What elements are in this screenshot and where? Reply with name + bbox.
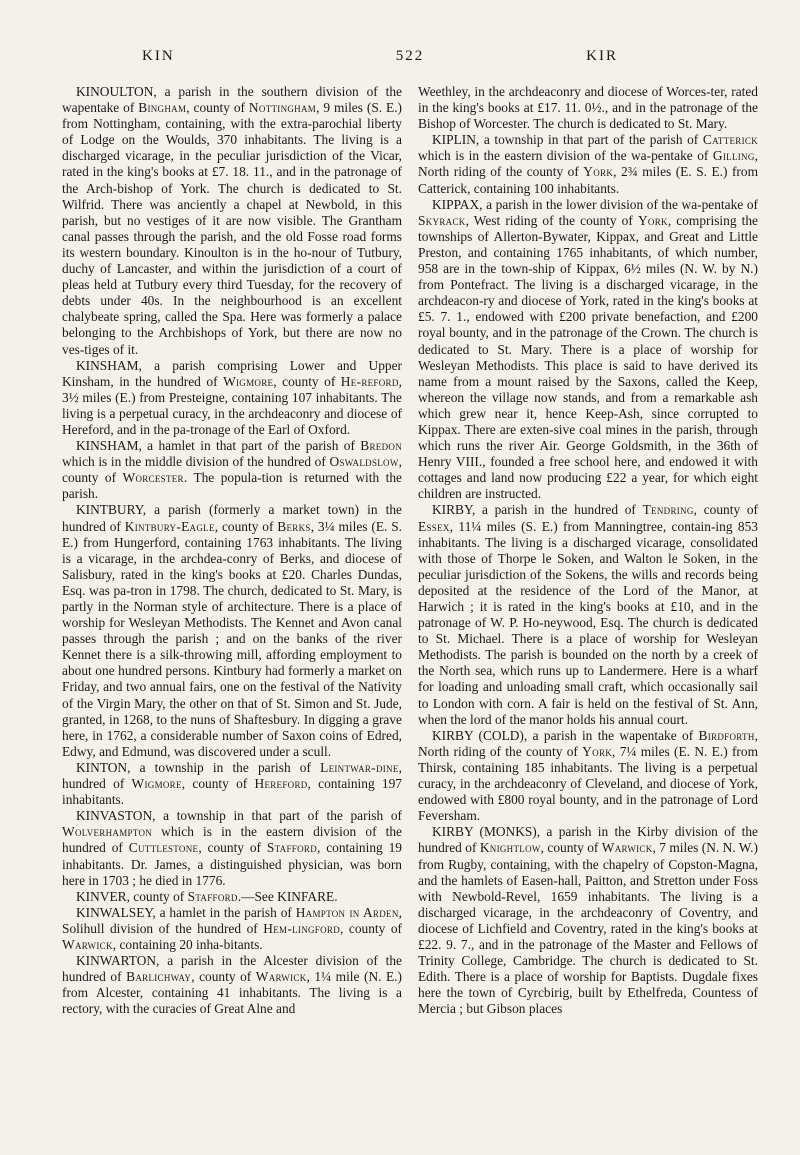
- entry-headword: KINOULTON: [76, 84, 154, 99]
- place-name: Nottingham: [248, 100, 317, 116]
- place-name: He-reford: [340, 373, 399, 389]
- place-name: Knightlow: [479, 840, 541, 856]
- entry-text: , a township in that part of the parish of: [475, 132, 703, 148]
- right-column: [418, 84, 758, 1017]
- header-right-guide: KIR: [586, 48, 618, 64]
- entry-headword: KINVER: [76, 888, 127, 904]
- entry-paragraph: [418, 728, 758, 825]
- place-name: Skyrack: [418, 212, 466, 228]
- place-name: Hereford: [254, 776, 308, 792]
- entry-text: , 3½ miles (E.) from Presteigne, containing 107 inhabitants. The living is a perpetual curacy, in the archdeaconry and diocese of Hereford, and in the pa-tronage of the Earl of Oxford.: [62, 373, 402, 437]
- place-name: Berks: [277, 518, 311, 534]
- entry-text: , county of: [126, 888, 188, 904]
- entry-text: , a township in the parish of: [127, 759, 321, 775]
- entry-text: , 2¾ miles (E. S. E.) from Catterick, containing 100 inhabitants.: [418, 164, 758, 196]
- entry-text: .—See KINFARE.: [237, 888, 338, 904]
- entry-headword: KINWARTON: [76, 953, 157, 969]
- entry-text: , a parish in the Alcester division of the hundred of: [62, 953, 402, 985]
- entry-paragraph: [418, 132, 758, 196]
- page-number: 522: [395, 48, 425, 64]
- entry-text: , North riding of the county of: [418, 727, 758, 759]
- entry-text: , a parish in the hundred of: [471, 502, 643, 518]
- entry-text: which is in the eastern division of the wa-pentake of: [418, 148, 713, 164]
- entry-text: , a parish in the lower division of the wa-pentake of: [479, 196, 758, 212]
- place-name: Birdforth: [698, 727, 755, 743]
- entry-text: , county of: [186, 100, 249, 116]
- entry-paragraph: [418, 197, 758, 503]
- entry-headword: KINVASTON: [76, 808, 153, 824]
- entry-text: which is in the eastern division of the hundred of: [62, 824, 402, 856]
- place-name: Bingham: [138, 100, 187, 116]
- place-name: Leintwar-dine: [320, 759, 399, 775]
- entry-text: , county of: [191, 969, 256, 985]
- entry-text: , Solihull division of the hundred of: [62, 904, 402, 936]
- entry-headword: KIPPAX: [432, 196, 480, 212]
- entry-text: , county of: [214, 518, 278, 534]
- place-name: Kintbury-Eagle: [124, 518, 215, 534]
- entry-text: , a parish comprising Lower and Upper Kinsham, in the hundred of: [62, 357, 402, 389]
- place-name: York: [582, 743, 613, 759]
- entry-text: , county of: [181, 776, 255, 792]
- place-name: Wigmore: [223, 373, 274, 389]
- place-name: Bredon: [360, 438, 402, 454]
- entry-headword: KIPLIN: [432, 132, 476, 148]
- entry-headword: KINSHAM: [76, 357, 139, 373]
- entry-text: , county of: [340, 920, 402, 936]
- entry-headword: KINTON: [76, 759, 128, 775]
- entry-text: , 3¼ miles (E. S. E.) from Hungerford, containing 1763 inhabitants. The living is a vicarage, in the archdea-conry of Berks, and diocese of Salisbury, rated in the king's books at £20. Charles Dundas, Esq. was pa-tron in 1798. The church, dedicated to St. Mary, is partly in the Norman style of architecture. There is a place of worship for Wesleyan Methodists. The Kennet and Avon canal passes through the parish ; and on the banks of the river Kennet there is a silk-throwing mill, affording employment to about one hundred persons. Kintbury had formerly a market on Friday, and two annual fairs, one on the festival of the Nativity of the Virgin Mary, the other on that of St. Simon and St. Jude, granted, in 1268, to the nuns of Shaftesbury. In digging a grave here, in 1762, a considerable number of Saxon coins of Edred, Edwy, and Edmund, was discovered under a scull.: [62, 518, 403, 759]
- entry-headword: KIRBY: [432, 502, 472, 518]
- entry-text: , county of: [62, 454, 402, 486]
- place-name: Oswaldslow: [329, 454, 399, 470]
- entry-text: , a parish in the Kirby division of the hundred of: [418, 824, 758, 856]
- place-name: York: [583, 164, 614, 180]
- entry-text: which is in the middle division of the hundred of: [62, 454, 330, 470]
- entry-paragraph: [418, 502, 758, 727]
- entry-paragraph: [62, 84, 402, 358]
- place-name: Wigmore: [131, 776, 182, 792]
- entry-text: Weethley, in the archdeaconry and diocese of Worces-ter, rated in the king's books at £17. 11. 0½., and in the patronage of the Bishop of Worcester. The church is dedicated to St. Mary.: [418, 84, 758, 132]
- entry-headword: KINWALSEY: [76, 904, 153, 920]
- entry-paragraph: [62, 438, 402, 502]
- entry-text: , 7¼ miles (E. N. E.) from Thirsk, containing 185 inhabitants. The living is a perpetual curacy, in the archdeaconry of Cleveland, and diocese of York, endowed with £800 royal bounty, and in the patronage of Lord Feversham.: [418, 743, 758, 824]
- entry-text: , containing 19 inhabitants. Dr. James, a distinguished physician, was born here in 1703 ; he died in 1776.: [62, 840, 402, 888]
- place-name: Wolverhampton: [62, 824, 153, 840]
- place-name: Cuttlestone: [128, 840, 199, 856]
- entry-text: , containing 197 inhabitants.: [62, 776, 402, 808]
- entry-text: , North riding of the county of: [418, 148, 758, 180]
- entry-text: , 1¼ mile (N. E.) from Alcester, containing 41 inhabitants. The living is a rectory, with the curacies of Great Alne and: [62, 969, 402, 1017]
- entry-text: , 7 miles (N. N. W.) from Rugby, containing, with the chapelry of Copston-Magna, and the hamlets of Easen-hall, Paitton, and Stretton under Foss with Newbold-Revel, 1659 inhabitants. The living is a discharged vicarage, in the archdeaconry of Coventry, and diocese of Lichfield and Coventry, rated in the king's books at £22. 9. 7., and in the patronage of the Master and Fellows of Trinity College, Cambridge. The church is dedicated to St. Edith. There is a place of worship for Baptists. Dugdale fixes here the town of Cyrcbirig, built by Ethelfreda, Countess of Mercia ; but Gibson places: [418, 840, 758, 1017]
- entry-text: , 9 miles (S. E.) from Nottingham, containing, with the extra-parochial liberty of Lodge on the Woulds, 370 inhabitants. The living is a discharged vicarage, in the peculiar jurisdiction of the Vicar, rated in the king's books at £7. 18. 11., and in the patronage of the Arch-bishop of York. The church is dedicated to St. Wilfrid. There was anciently a chapel at Newbold, in this parish, but no vestiges of it are now visible. The Grantham canal passes through the parish, and the old Fosse road forms its western boundary. Kinoulton is in the ho-nour of Tutbury, duchy of Lancaster, and within the jurisdiction of a court of pleas held at Tutbury every third Tuesday, for the recovery of debts under 40s. In the neighbourhood is an excellent chalybeate spring, called the Spa. Here was formerly a palace belonging to the Archbishops of York, but there are now no ves-tiges of it.: [62, 100, 403, 357]
- place-name: Worcester: [122, 470, 184, 486]
- entry-text: , county of: [540, 840, 602, 856]
- entry-paragraph: [62, 953, 402, 1017]
- header-left-guide: KIN: [142, 48, 175, 64]
- entry-text: , a township in that part of the parish of: [152, 808, 402, 824]
- place-name: Hampton in Arden: [295, 904, 399, 920]
- entry-paragraph: [62, 502, 402, 760]
- place-name: Gilling: [712, 148, 755, 164]
- place-name: Hem-lingford: [263, 920, 340, 936]
- place-name: Essex: [418, 518, 450, 534]
- entry-paragraph: [62, 760, 402, 808]
- entry-text: , a hamlet in that part of the parish of: [138, 438, 361, 454]
- entry-text: , a parish in the southern division of the wapentake of: [62, 84, 402, 116]
- entry-text: , county of: [693, 502, 758, 518]
- entry-headword: KIRBY (MONKS): [432, 824, 537, 840]
- place-name: Warwick: [62, 936, 113, 952]
- place-name: Stafford: [266, 840, 317, 856]
- entry-headword: KINSHAM: [76, 438, 139, 454]
- entry-text: , containing 20 inha-bitants.: [112, 936, 263, 952]
- entry-text: , a parish (formerly a market town) in the hundred of: [62, 502, 402, 534]
- entry-paragraph: [62, 905, 402, 953]
- entry-text: , West riding of the county of: [465, 212, 638, 228]
- entry-text: , county of: [273, 373, 341, 389]
- entry-text: , a hamlet in the parish of: [152, 904, 296, 920]
- place-name: York: [637, 212, 668, 228]
- text-columns: [62, 84, 758, 1017]
- entry-paragraph: [62, 889, 402, 905]
- place-name: Catterick: [702, 132, 758, 148]
- place-name: Tendring: [642, 502, 694, 518]
- place-name: Barlichway: [126, 969, 192, 985]
- place-name: Warwick: [601, 840, 653, 856]
- entry-paragraph: [62, 808, 402, 888]
- place-name: Warwick: [255, 969, 307, 985]
- entry-text: , 11¼ miles (S. E.) from Manningtree, contain-ing 853 inhabitants. The living is a discharged vicarage, consolidated with those of Thorpe le Soken, and Walton le Soken, in the peculiar jurisdiction of the Sokens, the wills and records being deposited at the residence of the Lord of the Manor, at Harwich ; it is rated in the king's books at £10, and in the patronage of W. P. Ho-neywood, Esq. The church is dedicated to St. Michael. There is a place of worship for Wesleyan Methodists. The parish is bounded on the north by a creek of the North sea, which runs up to Landermere. Here is a wharf for loading and unloading small craft, which occasionally sail to London with corn. A fair is held on the festival of St. Ann, when the lord of the manor holds his annual court.: [418, 518, 758, 727]
- entry-text: , hundred of: [62, 759, 402, 792]
- entry-paragraph: [418, 84, 758, 132]
- entry-text: , a parish in the wapentake of: [523, 727, 699, 743]
- entry-headword: KIRBY (COLD): [432, 727, 524, 743]
- place-name: Stafford: [187, 888, 238, 904]
- left-column: [62, 84, 402, 1017]
- entry-text: , comprising the townships of Allerton-Bywater, Kippax, and Great and Little Preston, and containing 1765 inhabitants, of which number, 958 are in the town-ship of Kippax, 6½ miles (N. W. by N.) from Pontefract. The living is a discharged vicarage, in the archdeacon-ry and diocese of York, rated in the king's books at £5. 7. 1., endowed with £200 private benefaction, and £200 royal bounty, and in the patronage of the Crown. The church is dedicated to St. Mary. There is a place of worship for Wesleyan Methodists. This place is said to have derived its name from a mount raised by the Saxons, called the Keep, whereon the village now stands, and from a remarkable ash which grew near it, hence Keep-Ash, since corrupted to Kippax. There are exten-sive coal mines in the parish, through which runs the river Air. George Goldsmith, in the 36th of Henry VIII., founded a free school here, and endowed it with cottages and land now producing £22 a year, for which eight children are instructed.: [418, 212, 758, 502]
- entry-text: . The popula-tion is returned with the parish.: [62, 470, 402, 502]
- entry-headword: KINTBURY: [76, 502, 143, 518]
- entry-paragraph: [418, 824, 758, 1017]
- entry-text: , county of: [198, 840, 267, 856]
- entry-paragraph: [62, 358, 402, 438]
- running-header: [62, 48, 758, 70]
